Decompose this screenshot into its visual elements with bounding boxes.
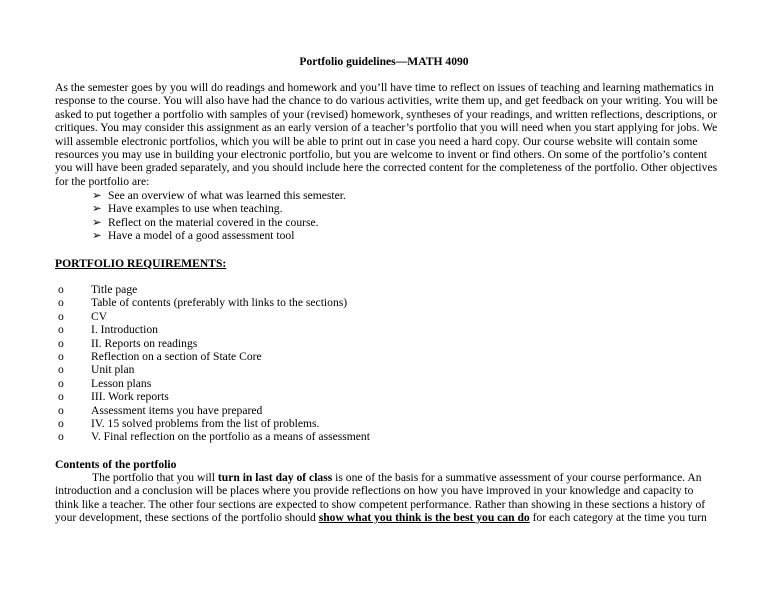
requirements-list	[55, 283, 370, 444]
circle-bullet-icon: o	[58, 336, 64, 350]
arrow-bullet-icon: ➢	[92, 229, 102, 243]
intro-paragraph: As the semester goes by you will do readings and homework and you’ll have time to reflect on issues of teaching and learning mathematics in response to the course. You will also have had the chance to do various activities, write them up, and get feedback on your writing. You will be asked to put together a portfolio with samples of your (revised) homework, syntheses of your readings, and written reflections, descriptions, or critiques. You may consider this assignment as an early version of a teacher’s portfolio that you will need when you start applying for jobs. We will assemble electronic portfolios, which you will be able to print out in case you need a hard copy. Our course website will contain some resources you may use in building your electronic portfolio, but you are welcome to invent or find others. On some of the portfolio’s content you will have been graded separately, and you should include here the corrected content for the completeness of the portfolio. Other objectives for the portfolio are:	[55, 81, 718, 188]
document-title: Portfolio guidelines—MATH 4090	[299, 55, 469, 68]
circle-bullet-icon: o	[58, 390, 64, 404]
circle-bullet-icon: o	[58, 296, 64, 310]
requirement-item: o Unit plan	[58, 363, 135, 377]
requirement-item: o V. Final reflection on the portfolio as a means of assessment	[58, 430, 370, 444]
arrow-bullet-icon: ➢	[92, 215, 102, 229]
objective-item: ➢ Reflect on the material covered in the course.	[92, 215, 319, 229]
emphasis-turn-in: turn in last day of class	[217, 471, 333, 484]
contents-heading: Contents of the portfolio	[55, 458, 177, 471]
emphasis-best-you-can-do: show what you think is the best you can do	[318, 511, 530, 525]
requirement-item: o CV	[58, 309, 108, 323]
requirement-item: o I. Introduction	[58, 323, 158, 337]
requirement-item: o IV. 15 solved problems from the list of problems.	[58, 416, 320, 430]
circle-bullet-icon: o	[58, 430, 64, 444]
objective-item: ➢ Have a model of a good assessment tool	[92, 229, 295, 243]
circle-bullet-icon: o	[58, 309, 64, 323]
objective-item: ➢ See an overview of what was learned this semester.	[92, 189, 346, 202]
requirement-item: o Reflection on a section of State Core	[58, 349, 262, 363]
circle-bullet-icon: o	[58, 403, 64, 417]
arrow-bullet-icon: ➢	[92, 202, 102, 216]
arrow-bullet-icon: ➢	[92, 189, 102, 202]
circle-bullet-icon: o	[58, 349, 64, 363]
requirement-item: o Title page	[58, 283, 138, 296]
objective-item: ➢ Have examples to use when teaching.	[92, 202, 283, 216]
requirement-item: o III. Work reports	[58, 390, 169, 404]
objectives-list	[92, 189, 346, 243]
circle-bullet-icon: o	[58, 416, 64, 430]
requirement-item: o Assessment items you have prepared	[58, 403, 263, 417]
circle-bullet-icon: o	[58, 283, 64, 296]
requirements-heading: PORTFOLIO REQUIREMENTS:	[55, 257, 227, 270]
requirement-item: o II. Reports on readings	[58, 336, 198, 350]
circle-bullet-icon: o	[58, 363, 64, 377]
circle-bullet-icon: o	[58, 323, 64, 337]
requirement-item: o Lesson plans	[58, 376, 152, 390]
contents-paragraph: The portfolio that you will turn in last day of class is one of the basis for a summative assessment of your course performance. An introduction and a conclusion will be places where you provide reflections on how you have improved in your knowledge and capacity to think like a teacher. The other four sections are expected to show competent performance. Rather than showing in these sections a history of your development, these sections of the portfolio should show what you think is the best you can do for each category at the time you turn	[55, 471, 707, 525]
circle-bullet-icon: o	[58, 376, 64, 390]
requirement-item: o Table of contents (preferably with links to the sections)	[58, 296, 348, 310]
